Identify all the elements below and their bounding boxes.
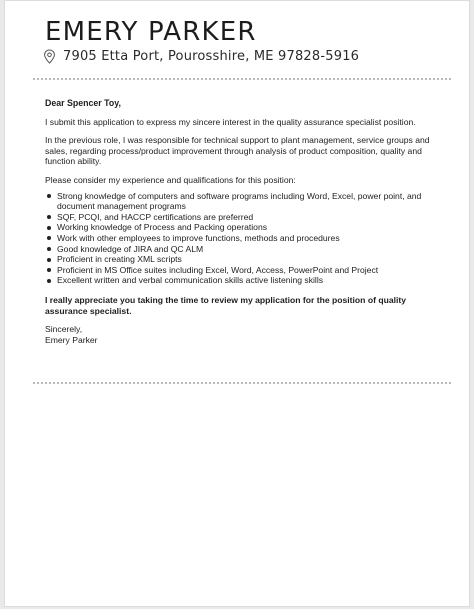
letter-body xyxy=(45,98,437,345)
signoff: Sincerely, xyxy=(45,324,83,335)
intro-paragraph: I submit this application to express my sincere interest in the quality assurance specialist position. xyxy=(45,116,416,127)
list-item: Work with other employees to improve functions, methods and procedures xyxy=(45,233,437,244)
list-item: Strong knowledge of computers and software programs including Word, Excel, power point, and document management programs xyxy=(45,191,437,212)
experience-paragraph: In the previous role, I was responsible for technical support to plant management, service groups and sales, regarding process/product improvement through analysis of product composition, quality and function ability. xyxy=(45,135,430,167)
list-item: Proficient in MS Office suites including Excel, Word, Access, PowerPoint and Project xyxy=(45,265,437,276)
footer-divider xyxy=(33,382,451,384)
header-divider xyxy=(33,78,451,80)
qualifications-list xyxy=(45,191,437,286)
list-item: SQF, PCQI, and HACCP certifications are preferred xyxy=(45,212,437,223)
map-pin-icon xyxy=(43,49,56,64)
applicant-name: EMERY PARKER xyxy=(45,17,257,47)
list-item: Good knowledge of JIRA and QC ALM xyxy=(45,244,437,255)
closing-statement: I really appreciate you taking the time to review my application for the position of quality assurance specialist. xyxy=(45,294,407,316)
list-item: Working knowledge of Process and Packing operations xyxy=(45,222,437,233)
signature-name: Emery Parker xyxy=(45,334,98,345)
list-item: Proficient in creating XML scripts xyxy=(45,254,437,265)
list-item: Excellent written and verbal communication skills active listening skills xyxy=(45,275,437,286)
cover-letter-page xyxy=(4,0,470,607)
address-text: 7905 Etta Port, Pourosshire, ME 97828-5916 xyxy=(63,49,360,64)
qualifications-intro: Please consider my experience and qualifications for this position: xyxy=(45,174,296,185)
greeting: Dear Spencer Toy, xyxy=(45,98,121,108)
address-row xyxy=(43,49,359,64)
